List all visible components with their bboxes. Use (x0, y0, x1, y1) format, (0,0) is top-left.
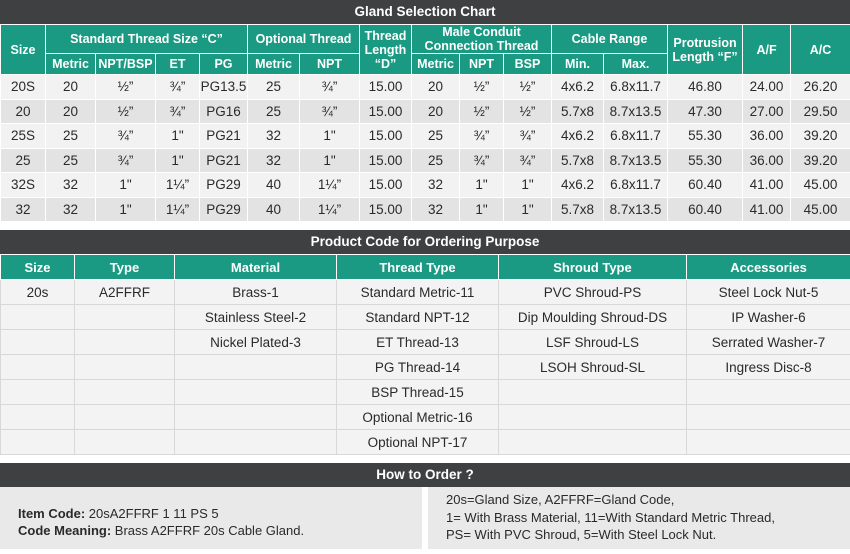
code-cell: BSP Thread-15 (337, 380, 499, 405)
code-cell (687, 405, 850, 430)
table-row (1, 148, 850, 173)
header-cable-range: Cable Range (552, 25, 668, 54)
table-cell: 15.00 (360, 75, 412, 100)
table-cell: 32 (46, 173, 96, 198)
table-cell: 1" (504, 197, 552, 222)
table-cell: 1" (300, 148, 360, 173)
table-cell: 1¼” (156, 197, 200, 222)
table-cell: 15.00 (360, 99, 412, 124)
table-cell: 5.7x8 (552, 197, 604, 222)
table-cell: 1¼” (300, 173, 360, 198)
code-cell (75, 380, 175, 405)
code-cell: Optional Metric-16 (337, 405, 499, 430)
code-cell (1, 355, 75, 380)
header-optional-thread: Optional Thread (248, 25, 360, 54)
code-cell: Standard NPT-12 (337, 305, 499, 330)
header-max: Max. (604, 54, 668, 75)
header-mc-bsp: BSP (504, 54, 552, 75)
header-af: A/F (743, 25, 791, 75)
table-row (1, 124, 850, 149)
table-cell: 6.8x11.7 (604, 75, 668, 100)
product-code-title: Product Code for Ordering Purpose (0, 230, 850, 254)
table-cell: 32 (248, 124, 300, 149)
table-cell: 32 (412, 197, 460, 222)
table-cell: 26.20 (791, 75, 850, 100)
table-row (1, 75, 850, 100)
table-cell: 46.80 (668, 75, 743, 100)
code-header-material: Material (175, 255, 337, 280)
table-cell: 1" (504, 173, 552, 198)
table-cell: 25 (46, 148, 96, 173)
code-header-type: Type (75, 255, 175, 280)
table-cell: PG21 (200, 148, 248, 173)
selection-table (0, 24, 850, 222)
code-header-thread-type: Thread Type (337, 255, 499, 280)
table-cell: 5.7x8 (552, 99, 604, 124)
table-cell: 6.8x11.7 (604, 173, 668, 198)
table-cell: 55.30 (668, 124, 743, 149)
table-cell: 32 (1, 197, 46, 222)
code-cell: Standard Metric-11 (337, 280, 499, 305)
table-cell: 39.20 (791, 124, 850, 149)
table-cell: ½” (460, 99, 504, 124)
table-cell: 41.00 (743, 173, 791, 198)
table-cell: 8.7x13.5 (604, 99, 668, 124)
table-cell: 32 (248, 148, 300, 173)
table-cell: 20S (1, 75, 46, 100)
table-cell: 25 (248, 99, 300, 124)
table-cell: ¾” (156, 99, 200, 124)
table-cell: PG13.5 (200, 75, 248, 100)
code-cell (499, 405, 687, 430)
table-row (1, 197, 850, 222)
table-cell: 4x6.2 (552, 124, 604, 149)
code-cell: LSF Shroud-LS (499, 330, 687, 355)
code-cell (499, 430, 687, 455)
code-cell (75, 355, 175, 380)
table-cell: ¾” (460, 148, 504, 173)
code-cell: Stainless Steel-2 (175, 305, 337, 330)
code-row (1, 280, 850, 305)
table-cell: ½” (96, 99, 156, 124)
code-cell: IP Washer-6 (687, 305, 850, 330)
header-et: ET (156, 54, 200, 75)
code-cell: Optional NPT-17 (337, 430, 499, 455)
table-cell: 15.00 (360, 197, 412, 222)
code-cell: Serrated Washer-7 (687, 330, 850, 355)
table-cell: ½” (504, 75, 552, 100)
header-metric: Metric (46, 54, 96, 75)
code-cell: Ingress Disc-8 (687, 355, 850, 380)
table-cell: ¾” (156, 75, 200, 100)
table-cell: 1" (96, 197, 156, 222)
code-header-size: Size (1, 255, 75, 280)
code-row (1, 430, 850, 455)
code-cell (75, 330, 175, 355)
table-cell: 1" (460, 197, 504, 222)
header-opt-npt: NPT (300, 54, 360, 75)
header-mc-metric: Metric (412, 54, 460, 75)
table-cell: 25 (412, 124, 460, 149)
code-cell (499, 380, 687, 405)
code-cell (75, 405, 175, 430)
table-cell: 6.8x11.7 (604, 124, 668, 149)
table-cell: 25 (412, 148, 460, 173)
table-cell: 25 (1, 148, 46, 173)
code-cell: Dip Moulding Shroud-DS (499, 305, 687, 330)
header-size: Size (1, 25, 46, 75)
table-cell: 25S (1, 124, 46, 149)
code-header-accessories: Accessories (687, 255, 850, 280)
code-cell (75, 305, 175, 330)
code-meaning-value: Brass A2FFRF 20s Cable Gland. (111, 523, 305, 538)
table-cell: PG21 (200, 124, 248, 149)
table-cell: 32 (46, 197, 96, 222)
table-cell: 36.00 (743, 124, 791, 149)
product-code-table (0, 254, 850, 455)
table-cell: 25 (248, 75, 300, 100)
table-cell: 32 (412, 173, 460, 198)
table-cell: 8.7x13.5 (604, 148, 668, 173)
code-cell (175, 430, 337, 455)
table-cell: ¾” (300, 75, 360, 100)
table-cell: 40 (248, 173, 300, 198)
table-cell: 36.00 (743, 148, 791, 173)
table-cell: 1" (156, 124, 200, 149)
table-cell: ¾” (504, 148, 552, 173)
code-cell: Steel Lock Nut-5 (687, 280, 850, 305)
code-cell (175, 355, 337, 380)
code-cell: A2FFRF (75, 280, 175, 305)
table-row (1, 173, 850, 198)
explanation-line: 20s=Gland Size, A2FFRF=Gland Code, (446, 492, 675, 507)
table-cell: 15.00 (360, 148, 412, 173)
header-male-conduit: Male Conduit Connection Thread (412, 25, 552, 54)
code-cell (175, 380, 337, 405)
table-cell: 1¼” (156, 173, 200, 198)
header-min: Min. (552, 54, 604, 75)
table-cell: 1¼” (300, 197, 360, 222)
table-cell: 1" (460, 173, 504, 198)
code-cell (1, 305, 75, 330)
header-ac: A/C (791, 25, 850, 75)
table-cell: 55.30 (668, 148, 743, 173)
table-cell: 45.00 (791, 173, 850, 198)
table-cell: ½” (96, 75, 156, 100)
header-opt-metric: Metric (248, 54, 300, 75)
item-code-value: 20sA2FFRF 1 11 PS 5 (85, 506, 219, 521)
table-cell: PG29 (200, 197, 248, 222)
table-cell: 1" (156, 148, 200, 173)
table-cell: ¾” (300, 99, 360, 124)
code-cell: Brass-1 (175, 280, 337, 305)
explanation-line: 1= With Brass Material, 11=With Standard Metric Thread, (446, 509, 775, 525)
table-cell: 40 (248, 197, 300, 222)
table-cell: 20 (46, 99, 96, 124)
table-cell: 25 (46, 124, 96, 149)
code-explanation-box (428, 487, 850, 549)
code-cell (687, 430, 850, 455)
header-npt-bsp: NPT/BSP (96, 54, 156, 75)
header-pg: PG (200, 54, 248, 75)
table-cell: 29.50 (791, 99, 850, 124)
table-cell: PG16 (200, 99, 248, 124)
table-row (1, 99, 850, 124)
table-cell: 41.00 (743, 197, 791, 222)
table-cell: ¾” (96, 124, 156, 149)
explanation-line: PS= With PVC Shroud, 5=With Steel Lock Nut. (446, 527, 717, 542)
table-cell: 8.7x13.5 (604, 197, 668, 222)
table-cell: 20 (1, 99, 46, 124)
table-cell: 1" (96, 173, 156, 198)
how-to-order-panel (0, 487, 850, 549)
table-cell: ½” (504, 99, 552, 124)
code-cell (1, 405, 75, 430)
table-cell: 5.7x8 (552, 148, 604, 173)
code-row (1, 330, 850, 355)
table-cell: 60.40 (668, 173, 743, 198)
table-cell: 45.00 (791, 197, 850, 222)
table-cell: 47.30 (668, 99, 743, 124)
table-cell: 15.00 (360, 124, 412, 149)
code-cell: PVC Shroud-PS (499, 280, 687, 305)
selection-chart-title: Gland Selection Chart (0, 0, 850, 24)
header-protrusion: Protrusion Length “F” (668, 25, 743, 75)
table-cell: 20 (412, 99, 460, 124)
table-cell: PG29 (200, 173, 248, 198)
code-cell: LSOH Shroud-SL (499, 355, 687, 380)
table-cell: 60.40 (668, 197, 743, 222)
code-meaning-label: Code Meaning: (18, 523, 112, 538)
code-row (1, 380, 850, 405)
table-cell: 32S (1, 173, 46, 198)
how-to-order-title: How to Order ? (0, 463, 850, 487)
code-cell (1, 330, 75, 355)
code-row (1, 305, 850, 330)
table-cell: 4x6.2 (552, 173, 604, 198)
table-cell: 20 (412, 75, 460, 100)
item-code-box (0, 487, 422, 549)
code-cell (175, 405, 337, 430)
table-cell: 27.00 (743, 99, 791, 124)
code-cell: ET Thread-13 (337, 330, 499, 355)
code-cell: 20s (1, 280, 75, 305)
table-cell: ½” (460, 75, 504, 100)
table-cell: ¾” (504, 124, 552, 149)
code-header-shroud-type: Shroud Type (499, 255, 687, 280)
table-cell: 15.00 (360, 173, 412, 198)
code-cell: PG Thread-14 (337, 355, 499, 380)
table-cell: 4x6.2 (552, 75, 604, 100)
code-cell (687, 380, 850, 405)
code-cell (1, 430, 75, 455)
code-cell: Nickel Plated-3 (175, 330, 337, 355)
table-cell: ¾” (96, 148, 156, 173)
header-mc-npt: NPT (460, 54, 504, 75)
header-standard-thread: Standard Thread Size “C” (46, 25, 248, 54)
code-cell (1, 380, 75, 405)
table-cell: ¾” (460, 124, 504, 149)
table-cell: 39.20 (791, 148, 850, 173)
code-cell (75, 430, 175, 455)
code-row (1, 405, 850, 430)
table-cell: 20 (46, 75, 96, 100)
table-cell: 1" (300, 124, 360, 149)
code-row (1, 355, 850, 380)
table-cell: 24.00 (743, 75, 791, 100)
header-thread-length: Thread Length “D” (360, 25, 412, 75)
item-code-label: Item Code: (18, 506, 86, 521)
